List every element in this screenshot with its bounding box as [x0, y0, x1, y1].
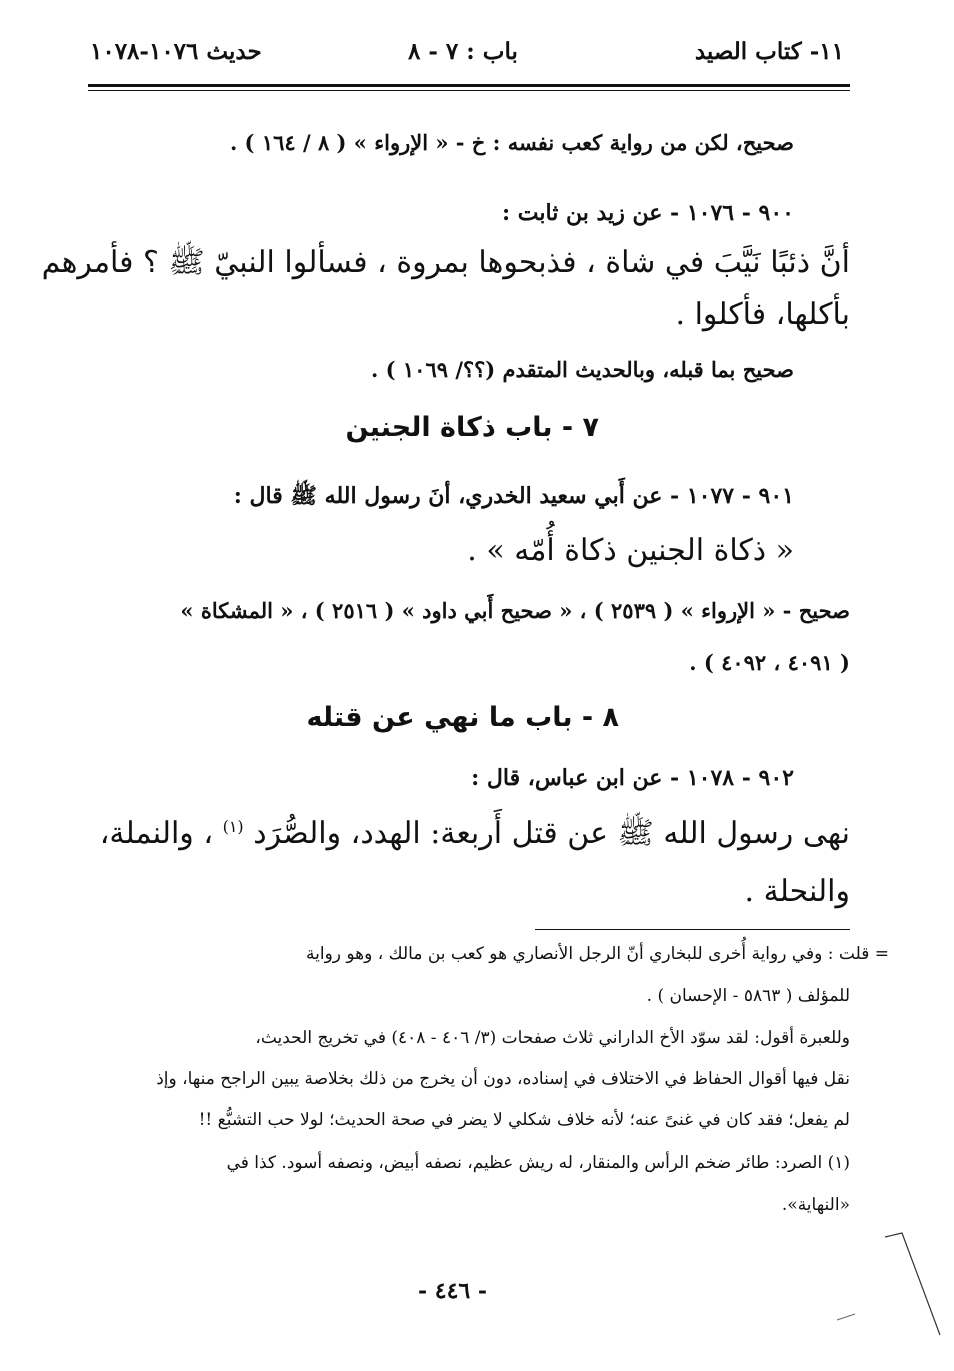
hadith-902-matn-line2: والنحلة .: [744, 874, 850, 909]
footnote-line-5: لم يفعل؛ فقد كان في غنىً عنه؛ لأنه خلاف شكلي لا يضر في صحة الحديث؛ لولا حب التشبُّع !!: [198, 1110, 850, 1130]
footnote-reference-1[interactable]: (١): [222, 817, 244, 836]
footnote-line-1: = قلت : وفي رواية أُخرى للبخاري أنّ الرجل الأنصاري هو كعب بن مالك ، وهو رواية: [306, 944, 889, 964]
footnote-line-2: للمؤلف ( ٥٨٦٣ - الإحسان ) .: [646, 986, 850, 1006]
running-header-bab: باب : ٧ - ٨: [408, 38, 518, 65]
hadith-901-grade-line1: صحيح - « الإرواء » ( ٢٥٣٩ ) ، « صحيح أَبي داود » ( ٢٥١٦ ) ، « المشكاة »: [180, 598, 850, 623]
footnote-line-6: (١) الصرد: طائر ضخم الرأس والمنقار، له ريش عظيم، نصفه أبيض، ونصفه أسود. كذا في: [226, 1153, 850, 1173]
header-rule-thin: [88, 90, 850, 91]
hadith-901-isnad: ٩٠١ - ١٠٧٧ - عن أَبي سعيد الخدري، أنَ رسول الله ﷺ قال :: [233, 483, 794, 509]
footnote-line-7: «النهاية».: [781, 1195, 850, 1215]
hadith-902-isnad: ٩٠٢ - ١٠٧٨ - عن ابن عباس، قال :: [471, 765, 794, 791]
hadith-900-isnad: ٩٠٠ - ١٠٧٦ - عن زيد بن ثابت :: [502, 200, 794, 226]
running-header-hadith-range: حديث ١٠٧٦-١٠٧٨: [90, 38, 262, 65]
hadith-902-matn-part-b: ، والنملة،: [99, 816, 214, 851]
hadith-902-matn-line1: [100, 815, 850, 858]
bab-8-title: ٨ - باب ما نهي عن قتله: [306, 702, 619, 733]
running-header-chapter: ١١- كتاب الصيد: [694, 38, 844, 65]
footnote-separator: [535, 929, 850, 930]
scan-speck-mark: [835, 1300, 875, 1330]
page-number: - ٤٤٦ -: [418, 1278, 488, 1304]
footnote-line-4: نقل فيها أقوال الحفاظ في الاختلاف في إسناده، دون أن يخرج من ذلك بخلاصة يبين الراجح منها، وإذ: [156, 1069, 850, 1089]
hadith-900-grade: صحيح بما قبله، وبالحديث المتقدم (؟؟/ ١٠٦٩ ) .: [371, 357, 794, 382]
hadith-901-matn: « ذكاة الجنين ذكاة أُمّه » .: [467, 533, 794, 568]
footnote-line-3: وللعبرة أقول: لقد سوّد الأخ الداراني ثلاث صفحات (٣/ ٤٠٦ - ٤٠٨) في تخريج الحديث،: [255, 1028, 850, 1048]
hadith-900-matn-line2: بأكلها، فأكلوا .: [675, 297, 850, 332]
hadith-902-matn-part-a: نهى رسول الله ﷺ عن قتل أَربعة: الهدد، والصُّرَد: [253, 816, 850, 851]
grade-previous-hadith: صحيح، لكن من رواية كعب نفسه : خ - « الإرواء » ( ٨ / ١٦٤ ) .: [229, 130, 794, 155]
hadith-900-matn-line1: أنَّ ذئبًا نَيَّبَ في شاة ، فذبحوها بمروة ، فسألوا النبيّ ﷺ ؟ فأمرهم: [41, 245, 850, 280]
bab-7-title: ٧ - باب ذكاة الجنين: [345, 412, 599, 443]
hadith-901-grade-line2: ( ٤٠٩١ ، ٤٠٩٢ ) .: [689, 650, 850, 675]
header-rule-thick: [88, 84, 850, 87]
scan-margin-mark: [880, 1225, 950, 1345]
